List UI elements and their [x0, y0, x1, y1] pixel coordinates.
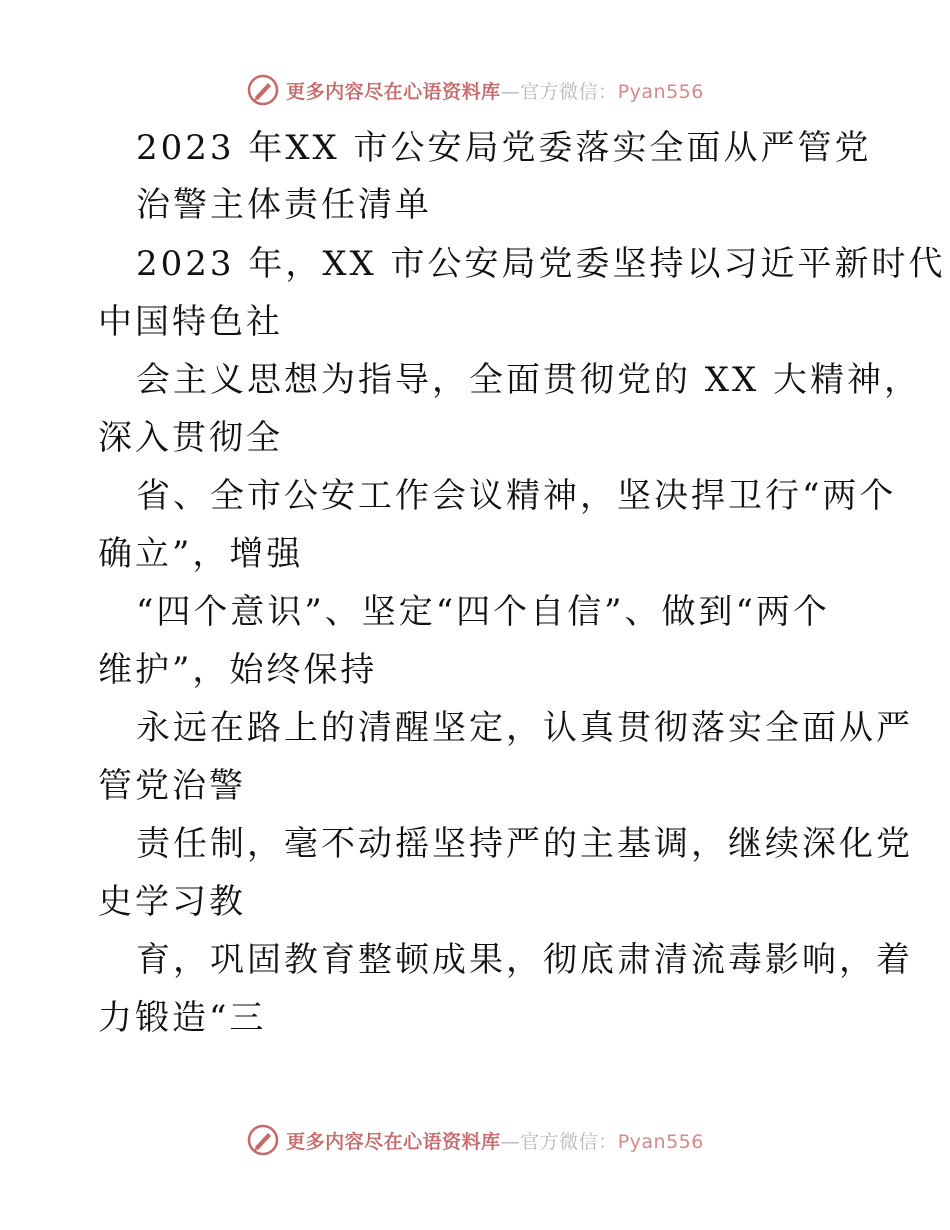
pen-seal-icon [246, 73, 280, 107]
paragraph-line: 力锻造“三 [98, 998, 267, 1038]
paragraph-line: 会主义思想为指导，全面贯彻党的 XX 大精神， [136, 360, 922, 400]
paragraph-line: 管党治警 [98, 766, 246, 806]
paragraph-line: “四个意识”、坚定“四个自信”、做到“两个 [136, 592, 830, 632]
watermark-separator: — [500, 1130, 521, 1153]
paragraph-line: 2023 年，XX 市公安局党委坚持以习近平新时代 [136, 244, 946, 284]
watermark-text [286, 77, 704, 104]
pen-seal-icon [246, 1123, 280, 1157]
watermark-main: 更多内容尽在心语资料库 [286, 1130, 501, 1153]
watermark-main: 更多内容尽在心语资料库 [286, 80, 501, 103]
watermark-sub: 官方微信： [520, 80, 618, 103]
paragraph-line: 责任制，毫不动摇坚持严的主基调，继续深化党 [136, 824, 913, 864]
paragraph-line: 维护”，始终保持 [98, 650, 378, 690]
paragraph-line: 深入贯彻全 [98, 418, 283, 458]
paragraph-line: 永远在路上的清醒坚定，认真贯彻落实全面从严 [136, 708, 913, 748]
paragraph-line: 育，巩固教育整顿成果，彻底肃清流毒影响，着 [136, 940, 913, 980]
paragraph-line: 史学习教 [98, 882, 246, 922]
watermark-footer [0, 1120, 950, 1160]
watermark-sub: 官方微信： [520, 1130, 618, 1153]
watermark-text [286, 1127, 704, 1154]
paragraph-line: 中国特色社 [98, 302, 283, 342]
title-line-1: 2023 年XX 市公安局党委落实全面从严管党 [136, 128, 872, 168]
paragraph-line: 确立”，增强 [98, 534, 304, 574]
watermark-id: Pyan556 [617, 1130, 704, 1153]
watermark-id: Pyan556 [617, 80, 704, 103]
watermark-header [0, 70, 950, 110]
watermark-separator: — [500, 80, 521, 103]
paragraph-line: 省、全市公安工作会议精神，坚决捍卫行“两个 [136, 476, 897, 516]
title-line-2: 治警主体责任清单 [136, 185, 432, 225]
